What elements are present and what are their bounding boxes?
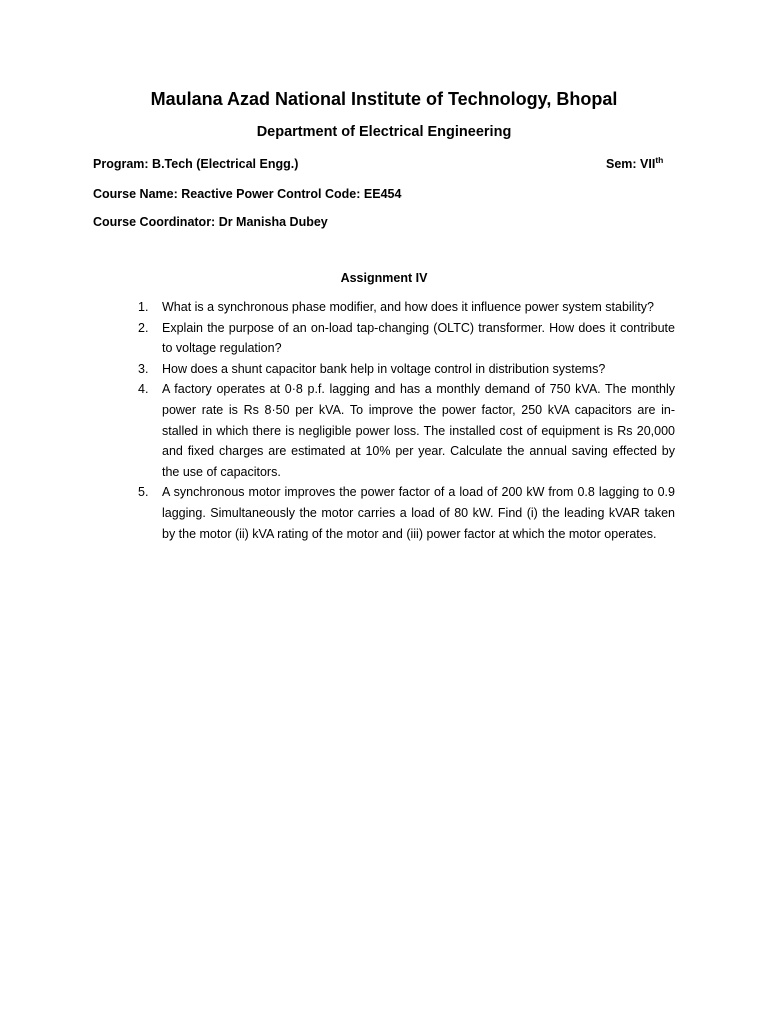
semester-superscript: th: [655, 155, 664, 165]
question-item: [138, 379, 675, 482]
question-text: What is a synchronous phase modifier, and how does it influence power system stability?: [162, 300, 654, 314]
question-number: 5.: [138, 485, 149, 500]
question-list: [138, 297, 675, 544]
question-item: [138, 318, 675, 359]
semester-line: [606, 155, 663, 173]
institute-title: Maulana Azad National Institute of Technology, Bhopal: [150, 89, 618, 109]
question-text: A synchronous motor improves the power factor of a load of 200 kW from 0.8 lagging to 0.9 lagging. Simultaneously the motor carries a load of 80 kW. Find (i) the leading kVAR taken by the motor (ii) kVA rating of the motor and (iii) power factor at which the motor operates.: [162, 485, 675, 541]
question-number: 2.: [138, 320, 149, 335]
question-item: [138, 297, 675, 318]
question-number: 3.: [138, 361, 149, 376]
question-text: How does a shunt capacitor bank help in voltage control in distribution systems?: [162, 361, 606, 376]
semester-label: Sem: VII: [606, 157, 656, 171]
question-text: A factory operates at 0·8 p.f. lagging and has a monthly demand of 750 kVA. The monthly power rate is Rs 8·50 per kVA. To improve the power factor, 250 kVA capacitors are in- stalled in which there is negligible power loss. The installed cost of equipment is Rs 20,000 and fixed charges are estimated at 10% per year. Calculate the annual saving effected by the use of capacitors.: [162, 382, 675, 479]
program-line: Program: B.Tech (Electrical Engg.): [93, 157, 299, 171]
question-item: [138, 359, 675, 380]
question-number: 4.: [138, 382, 149, 397]
course-coordinator-line: Course Coordinator: Dr Manisha Dubey: [93, 215, 328, 229]
assignment-title: Assignment IV: [340, 271, 428, 285]
question-text: Explain the purpose of an on-load tap-changing (OLTC) transformer. How does it contribute to voltage regulation?: [162, 320, 675, 356]
course-name-line: Course Name: Reactive Power Control Code: EE454: [93, 187, 402, 201]
question-number: 1.: [138, 300, 149, 314]
question-item: [138, 482, 675, 544]
department-title: Department of Electrical Engineering: [256, 124, 512, 140]
